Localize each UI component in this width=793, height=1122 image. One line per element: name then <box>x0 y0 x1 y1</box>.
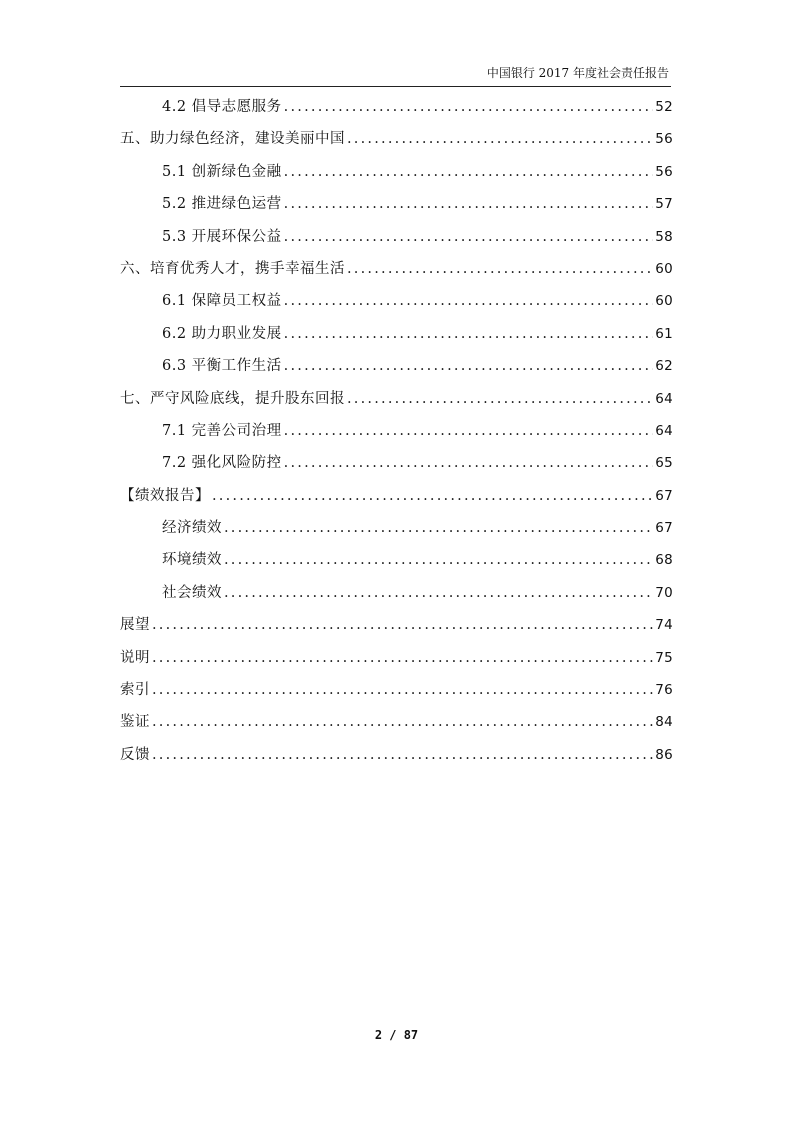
toc-entry[interactable] <box>120 677 673 709</box>
dot-leader <box>284 288 654 314</box>
toc-entry-page: 60 <box>655 260 673 277</box>
toc-entry[interactable] <box>120 321 673 353</box>
toc-entry[interactable] <box>120 515 673 547</box>
dot-leader <box>347 126 653 152</box>
toc-entry-title: 7.2 强化风险防控 <box>162 455 282 472</box>
dot-leader <box>347 386 653 412</box>
dot-leader <box>152 709 653 735</box>
toc-entry[interactable] <box>120 94 673 126</box>
toc-entry-title: 七、严守风险底线，提升股东回报 <box>120 390 345 407</box>
toc-entry-title: 6.3 平衡工作生活 <box>162 358 282 375</box>
toc-entry-title: 6.2 助力职业发展 <box>162 325 282 342</box>
toc-entry-page: 61 <box>655 325 673 342</box>
toc-entry-title: 社会绩效 <box>162 584 222 601</box>
toc-entry-page: 65 <box>655 455 673 472</box>
report-title: 中国银行 2017 年度社会责任报告 <box>486 66 669 80</box>
toc-entry-page: 64 <box>655 422 673 439</box>
dot-leader <box>284 450 654 476</box>
toc-entry-page: 57 <box>655 196 673 213</box>
toc-entry-title: 展望 <box>120 617 150 634</box>
page-number: 2 / 87 <box>374 1028 419 1042</box>
toc-entry[interactable] <box>120 709 673 741</box>
toc-entry-title: 索引 <box>120 682 150 699</box>
toc-entry[interactable] <box>120 418 673 450</box>
dot-leader <box>152 612 653 638</box>
toc-entry-title: 鉴证 <box>120 714 150 731</box>
toc-entry-title: 【绩效报告】 <box>120 487 210 504</box>
toc-entry-title: 说明 <box>120 649 150 666</box>
toc-entry-page: 58 <box>655 228 673 245</box>
dot-leader <box>152 645 653 671</box>
toc-entry-title: 6.1 保障员工权益 <box>162 293 282 310</box>
dot-leader <box>284 418 654 444</box>
toc-entry-page: 74 <box>655 617 673 634</box>
toc-entry-page: 67 <box>655 520 673 537</box>
toc-entry[interactable] <box>120 256 673 288</box>
toc-entry-title: 经济绩效 <box>162 520 222 537</box>
toc-entry[interactable] <box>120 126 673 158</box>
dot-leader <box>224 547 653 573</box>
toc-entry[interactable] <box>120 224 673 256</box>
toc-entry-title: 环境绩效 <box>162 552 222 569</box>
toc-entry[interactable] <box>120 386 673 418</box>
dot-leader <box>284 159 654 185</box>
dot-leader <box>284 191 654 217</box>
toc-entry-page: 68 <box>655 552 673 569</box>
toc-entry-page: 52 <box>655 99 673 115</box>
toc-entry-page: 62 <box>655 358 673 375</box>
toc-entry-title: 4.2 倡导志愿服务 <box>162 99 282 115</box>
toc-entry-title: 7.1 完善公司治理 <box>162 422 282 439</box>
dot-leader <box>152 677 653 703</box>
toc-entry[interactable] <box>120 742 673 774</box>
toc-entry[interactable] <box>120 159 673 191</box>
toc-entry[interactable] <box>120 288 673 320</box>
toc-entry-page: 67 <box>655 487 673 504</box>
toc-entry[interactable] <box>120 612 673 644</box>
dot-leader <box>224 580 653 606</box>
dot-leader <box>212 483 653 509</box>
toc-entry-title: 5.3 开展环保公益 <box>162 228 282 245</box>
dot-leader <box>284 321 654 347</box>
toc-entry-title: 五、助力绿色经济，建设美丽中国 <box>120 131 345 148</box>
toc-entry-title: 六、培育优秀人才，携手幸福生活 <box>120 260 345 277</box>
toc-entry-page: 64 <box>655 390 673 407</box>
toc-entry-page: 84 <box>655 714 673 731</box>
toc-entry-title: 反馈 <box>120 746 150 763</box>
toc-entry-page: 75 <box>655 649 673 666</box>
table-of-contents <box>120 94 673 774</box>
dot-leader <box>284 353 654 379</box>
toc-entry-title: 5.2 推进绿色运营 <box>162 196 282 213</box>
toc-entry-page: 56 <box>655 163 673 180</box>
toc-entry-page: 60 <box>655 293 673 310</box>
toc-entry-page: 86 <box>655 746 673 763</box>
toc-entry-page: 56 <box>655 131 673 148</box>
dot-leader <box>284 94 654 120</box>
dot-leader <box>284 224 654 250</box>
dot-leader <box>224 515 653 541</box>
toc-entry[interactable] <box>120 191 673 223</box>
toc-entry[interactable] <box>120 450 673 482</box>
dot-leader <box>347 256 653 282</box>
toc-entry-title: 5.1 创新绿色金融 <box>162 163 282 180</box>
dot-leader <box>152 742 653 768</box>
toc-entry[interactable] <box>120 483 673 515</box>
toc-entry[interactable] <box>120 547 673 579</box>
toc-entry-page: 70 <box>655 584 673 601</box>
toc-entry[interactable] <box>120 353 673 385</box>
toc-entry-page: 76 <box>655 682 673 699</box>
toc-entry[interactable] <box>120 645 673 677</box>
toc-entry[interactable] <box>120 580 673 612</box>
page-header <box>120 64 671 87</box>
